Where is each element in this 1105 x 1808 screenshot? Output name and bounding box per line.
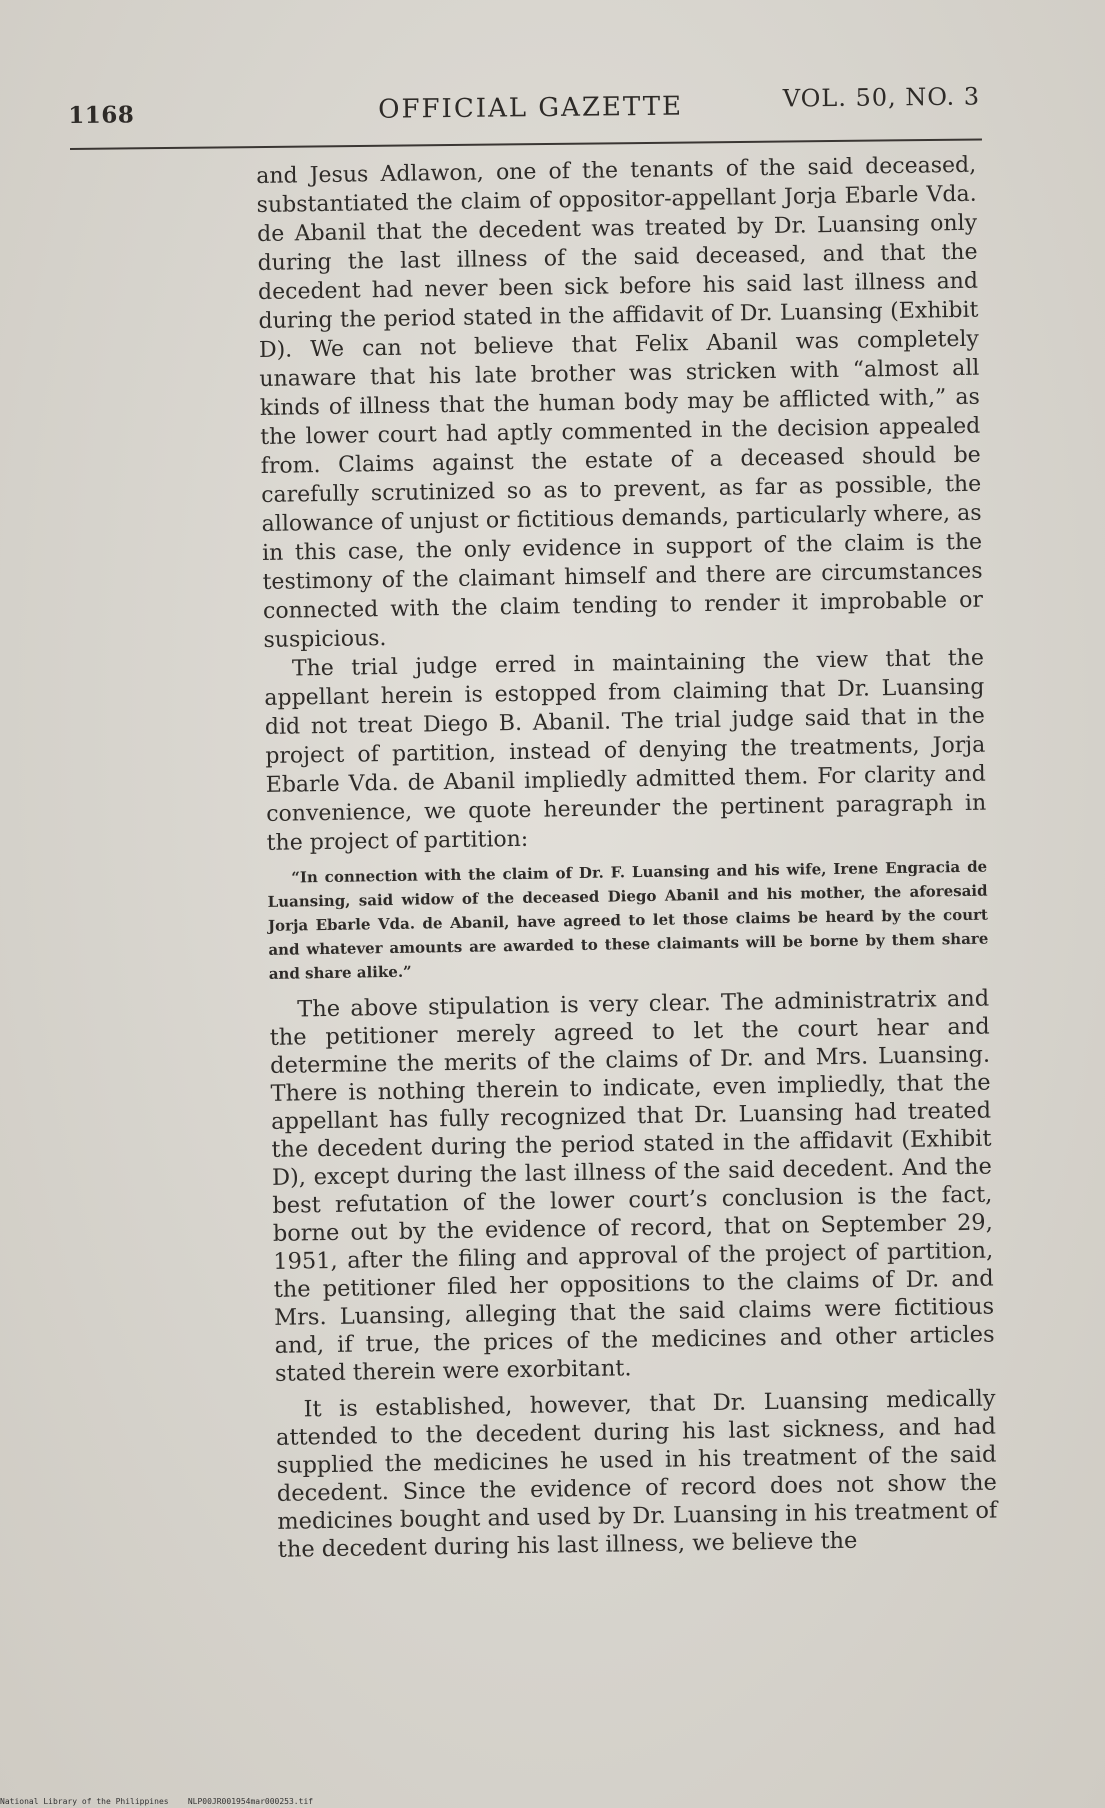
header-rule (70, 138, 982, 150)
journal-title: OFFICIAL GAZETTE (378, 91, 684, 125)
block-quote: “In connection with the claim of Dr. F. Luansing and his wife, Irene Engracia de Luansing, said widow of the deceased Diego Abanil and his mother, the aforesaid Jorja Ebarle Vda. de Abanil, have agreed to let those claims be heard by the court and whatever amounts are awarded to these claimants will be borne by them share and share alike.” (267, 857, 989, 983)
page-number: 1168 (68, 101, 135, 129)
paragraph-1: and Jesus Adlawon, one of the tenants of the said deceased, substantiated the claim of oppositor-appellant Jorja Ebarle Vda. de Abanil that the decedent was treated by Dr. Luansing only during the last illness of the said deceased, and that the decedent had never been sick before his said last illness and during the period stated in the affidavit of Dr. Luansing (Exhibit D). We can not believe that Felix Abanil was completely unaware that his late brother was stricken with “almost all kinds of illness that the human body may be afflicted with,” as the lower court had aptly commented in the decision appealed from. Claims against the estate of a deceased should be carefully scrutinized so as to prevent, as far as possible, the allowance of unjust or fictitious demands, particularly where, as in this case, the only evidence in support of the claim is the testimony of the claimant himself and there are circumstances connected with the claim tending to render it improbable or suspicious. (256, 152, 984, 653)
paragraph-3: The above stipulation is very clear. The administratrix and the petitioner merely agreed to let the court hear and determine the merits of the claims of Dr. and Mrs. Luansing. There is nothing therein to indicate, even impliedly, that the appellant has fully recognized that Dr. Luansing had treated the decedent during the period stated in the affidavit (Exhibit D), except during the last illness of the said decedent. And the best refutation of the lower court’s conclusion is the fact, borne out by the evidence of record, that on September 29, 1951, after the filing and approval of the project of partition, the petitioner filed her oppositions to the claims of Dr. and Mrs. Luansing, alleging that the said claims were fictitious and, if true, the prices of the medicines and other articles stated therein were exorbitant. (269, 985, 995, 1387)
scan-footer (0, 1797, 313, 1806)
paragraph-4: It is established, however, that Dr. Luansing medically attended to the decedent during his last sickness, and had supplied the medicines he used in his treatment of the said decedent. Since the evidence of record does not show the medicines bought and used by Dr. Luansing in his treatment of the decedent during his last illness, we believe the (275, 1385, 998, 1563)
paragraph-2: The trial judge erred in maintaining the view that the appellant herein is estopped from claiming that Dr. Luansing did not treat Diego B. Abanil. The trial judge said that in the project of partition, instead of denying the treatments, Jorja Ebarle Vda. de Abanil impliedly admitted them. For clarity and convenience, we quote hereunder the pertinent paragraph in the project of partition: (264, 645, 987, 856)
footer-file: NLP00JR001954mar000253.tif (187, 1797, 314, 1806)
body-text (256, 151, 998, 1564)
footer-library: National Library of the Philippines (0, 1797, 169, 1806)
volume-number: VOL. 50, NO. 3 (782, 82, 981, 113)
page-header (68, 82, 980, 132)
